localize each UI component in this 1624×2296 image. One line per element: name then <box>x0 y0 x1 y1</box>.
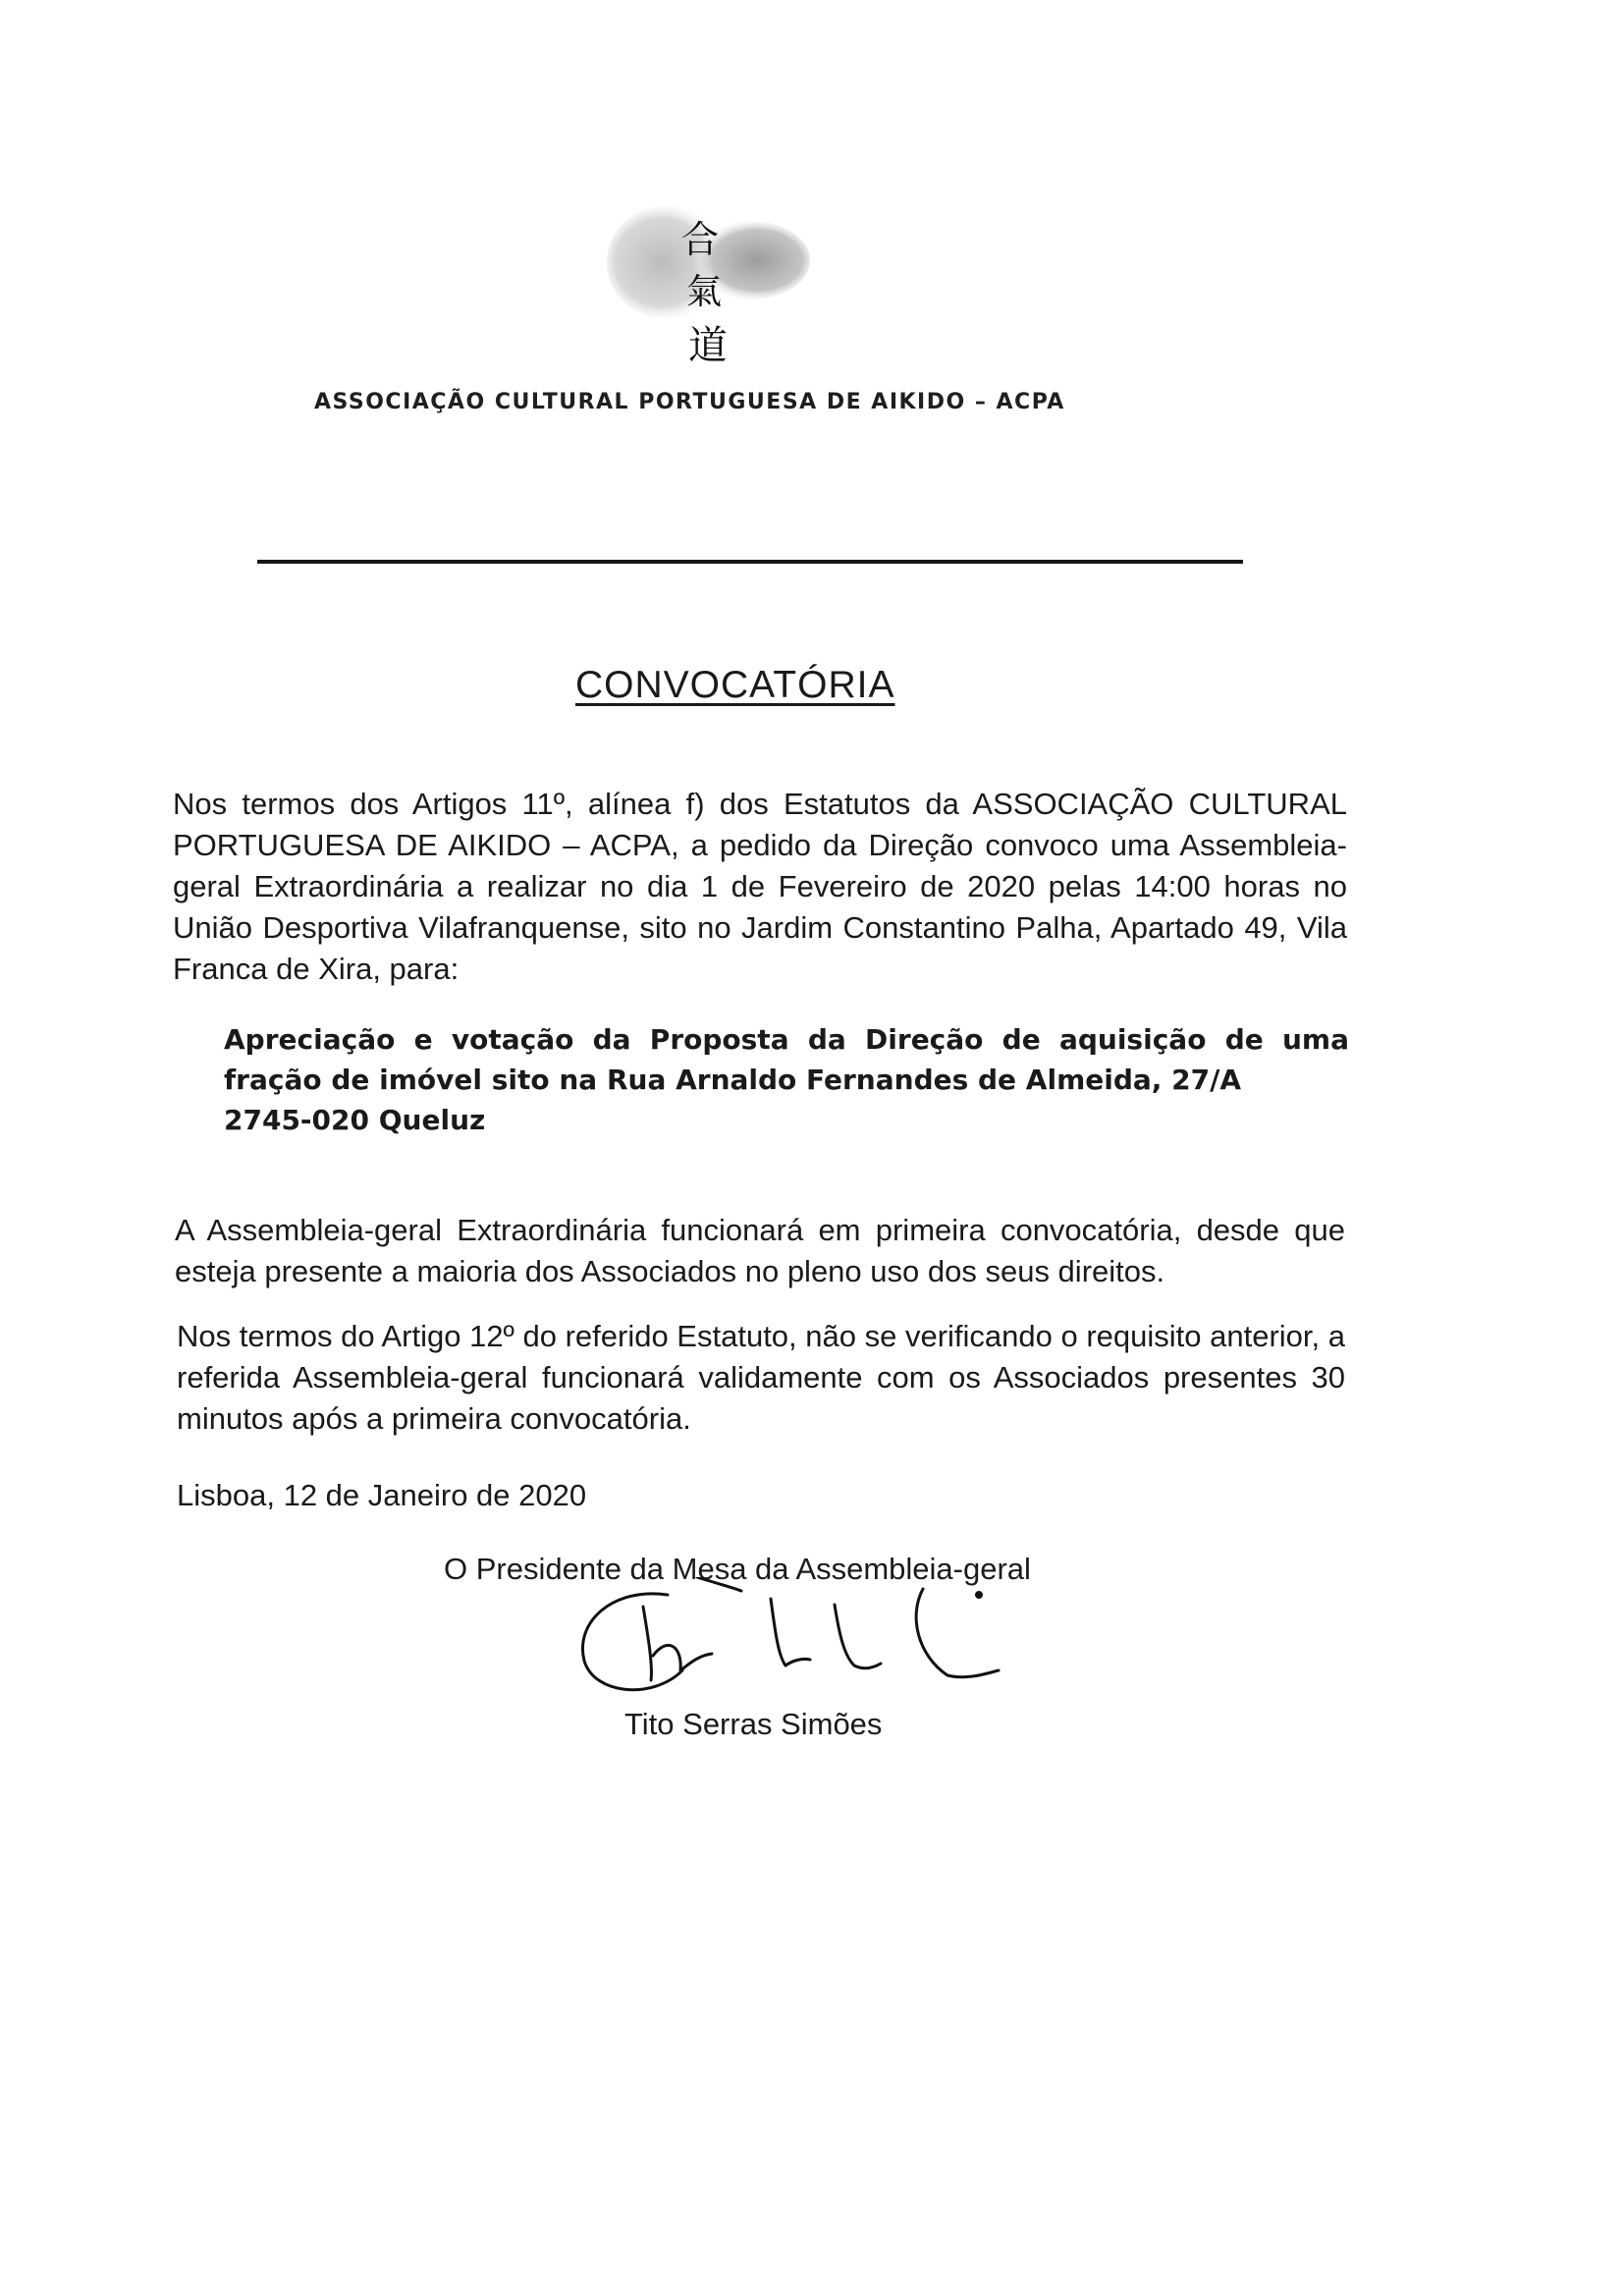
agenda-item-line-2: 2745-020 Queluz <box>224 1104 486 1136</box>
logo-kanji-2: 氣 <box>685 272 723 312</box>
agenda-item-line-1: Apreciação e votação da Proposta da Direção de aquisição de uma fração de imóvel sito na Rua Arnaldo Fernandes de Almeida, 27/A <box>224 1023 1349 1096</box>
quorum-paragraph: A Assembleia-geral Extraordinária funcionará em primeira convocatória, desde que esteja presente a maioria dos Associados no pleno uso dos seus direitos. <box>175 1213 1345 1288</box>
agenda-item <box>224 1019 1349 1140</box>
document-title: CONVOCATÓRIA <box>575 664 895 706</box>
second-call-paragraph: Nos termos do Artigo 12º do referido Estatuto, não se verificando o requisito anterior, a referida Assembleia-geral funcionará validamente com os Associados presentes 30 minutos após a primeira convocatória. <box>177 1319 1345 1436</box>
logo-kanji-3: 道 <box>688 323 728 368</box>
signatory-role: O Presidente da Mesa da Assembleia-geral <box>444 1552 1031 1586</box>
organization-name: ASSOCIAÇÃO CULTURAL PORTUGUESA DE AIKIDO – ACPA <box>314 390 1065 414</box>
header-divider <box>257 560 1243 564</box>
logo-kanji-1: 合 <box>680 218 720 261</box>
handwritten-signature <box>574 1577 1056 1715</box>
logo-graphic <box>594 201 820 373</box>
convocation-paragraph: Nos termos dos Artigos 11º, alínea f) dos Estatutos da ASSOCIAÇÃO CULTURAL PORTUGUESA DE AIKIDO – ACPA, a pedido da Direção convoco uma Assembleia-geral Extraordinária a realizar no dia 1 de Fevereiro de 2020 pelas 14:00 horas no União Desportiva Vilafranquense, sito no Jardim Constantino Palha, Apartado 49, Vila Franca de Xira, para: <box>173 787 1347 986</box>
signatory-name: Tito Serras Simões <box>624 1707 883 1741</box>
place-date: Lisboa, 12 de Janeiro de 2020 <box>177 1478 587 1512</box>
aikido-logo <box>594 201 820 373</box>
